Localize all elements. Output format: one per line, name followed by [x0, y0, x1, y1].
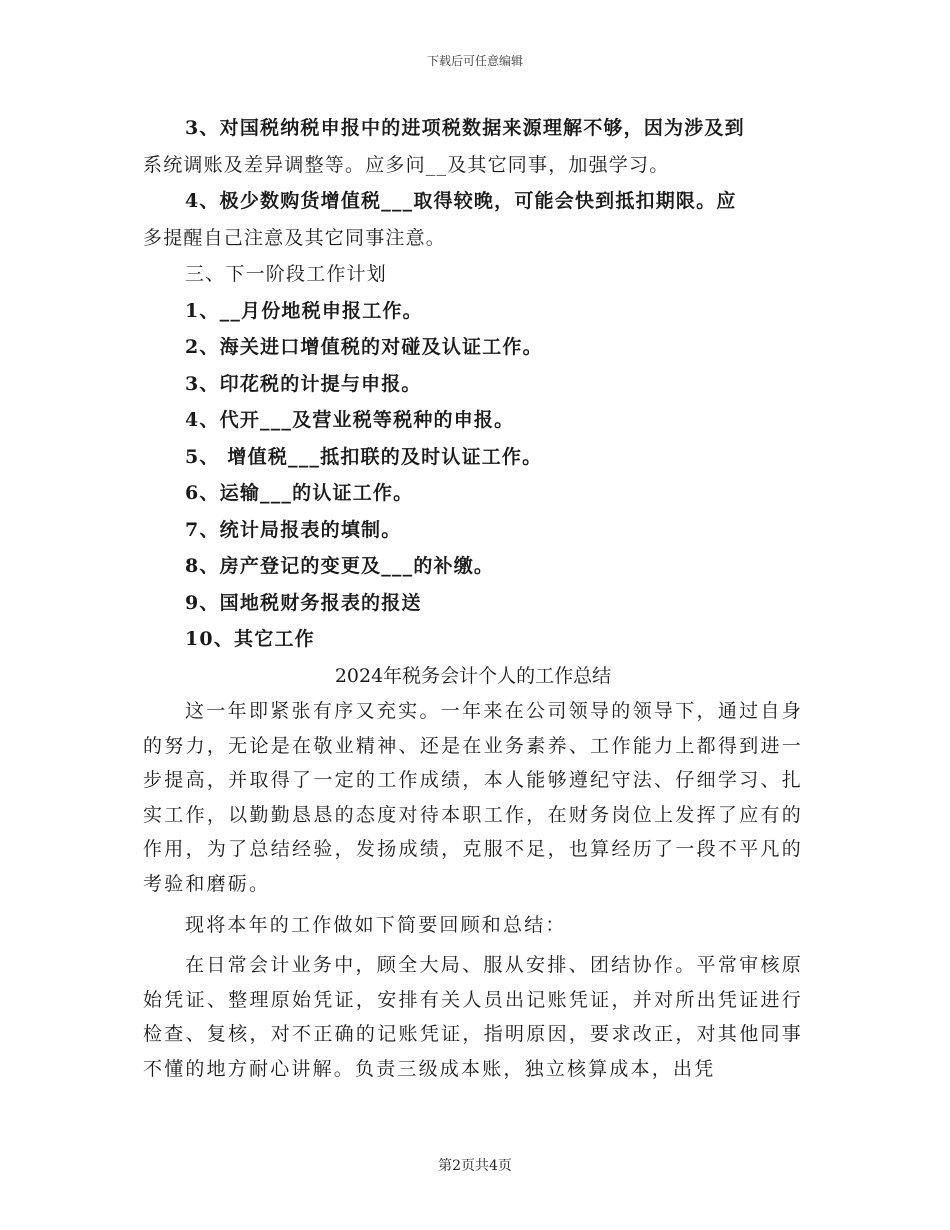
list-line: 三、下一阶段工作计划: [185, 263, 388, 285]
list-line: 4、极少数购货增值税___取得较晚，可能会快到抵扣期限。应: [185, 190, 737, 212]
list-line: 4、代开___及营业税等税种的申报。: [185, 409, 515, 431]
list-line: 多提醒自己注意及其它同事注意。: [143, 226, 447, 249]
list-line: 8、房产登记的变更及___的补缴。: [185, 555, 495, 577]
list-line: 3、印花税的计提与申报。: [185, 372, 422, 395]
list-line: 6、运输___的认证工作。: [185, 482, 414, 504]
item-list: [143, 110, 803, 658]
list-line: 10、其它工作: [185, 628, 315, 650]
list-line: 7、统计局报表的填制。: [185, 518, 402, 541]
list-line: 2、海关进口增值税的对碰及认证工作。: [185, 336, 543, 358]
list-line: 3、对国税纳税申报中的进项税数据来源理解不够，因为涉及到: [185, 117, 745, 139]
page-header: 下载后可任意编辑: [426, 54, 523, 68]
page-footer: 第2页共4页: [438, 1158, 512, 1174]
section-title: 2024年税务会计个人的工作总结: [334, 664, 612, 687]
list-line: 9、国地税财务报表的报送: [185, 591, 422, 614]
body-paragraph: 在日常会计业务中，顾全大局、服从安排、团结协作。平常审核原始凭证、整理原始凭证，安排有关人员出记账凭证，并对所出凭证进行检查、复核，对不正确的记账凭证，指明原因，要求改正，对其他同事不懂的地方耐心讲解。负责三级成本账，独立核算成本，出凭: [143, 954, 803, 1080]
paragraph-group: [143, 694, 803, 1087]
list-line: 5、 增值税___抵扣联的及时认证工作。: [185, 445, 543, 468]
body-paragraph: 这一年即紧张有序又充实。一年来在公司领导的领导下，通过自身的努力，无论是在敬业精神、还是在业务素养、工作能力上都得到进一步提高，并取得了一定的工作成绩，本人能够遵纪守法、仔细学习、扎实工作，以勤勤恳恳的态度对待本职工作，在财务岗位上发挥了应有的作用，为了总结经验，发扬成绩，克服不足，也算经历了一段不平凡的考验和磨砺。: [143, 700, 803, 895]
document-body: [143, 110, 803, 1087]
list-line: 系统调账及差异调整等。应多问__及其它同事，加强学习。: [143, 153, 670, 176]
list-line: 1、__月份地税申报工作。: [185, 299, 423, 322]
body-paragraph: 现将本年的工作做如下简要回顾和总结：: [185, 913, 567, 936]
